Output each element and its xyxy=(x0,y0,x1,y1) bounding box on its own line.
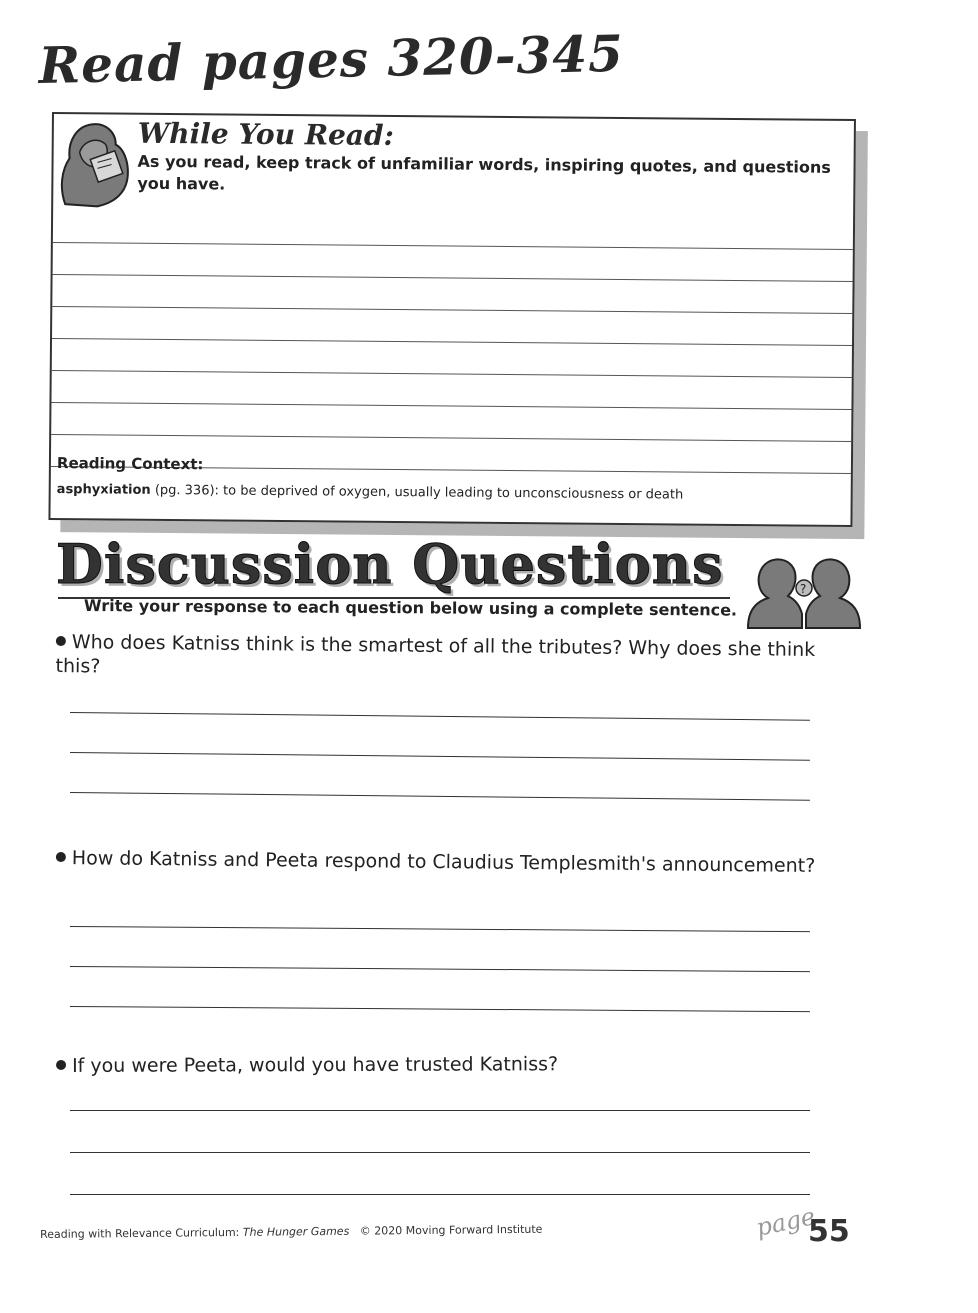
footer-credit xyxy=(40,1223,542,1241)
bullet-icon xyxy=(56,1059,66,1069)
question-2 xyxy=(56,846,846,878)
discussion-subtitle: Write your response to each question below using a complete sentence. xyxy=(83,596,738,620)
question-3-text: If you were Peeta, would you have trusted Katniss? xyxy=(72,1053,559,1077)
while-you-read-instructions: As you read, keep track of unfamiliar words, inspiring quotes, and questions you have. xyxy=(137,151,831,194)
page-word: page xyxy=(753,1202,818,1242)
notes-line[interactable] xyxy=(51,434,851,442)
answer-line[interactable] xyxy=(70,1110,810,1111)
footer-curriculum: Reading with Relevance Curriculum: xyxy=(40,1225,240,1241)
bullet-icon xyxy=(56,635,66,645)
answer-line[interactable] xyxy=(70,1152,810,1153)
page-title: Read pages 320-345 xyxy=(38,23,625,95)
notes-line[interactable] xyxy=(52,338,852,346)
question-1-text: Who does Katniss think is the smartest of all the tributes? Why does she think this? xyxy=(55,631,816,678)
footer-copyright: © 2020 Moving Forward Institute xyxy=(359,1222,543,1238)
answer-line[interactable] xyxy=(70,966,810,972)
question-3 xyxy=(56,1051,846,1078)
answer-line[interactable] xyxy=(70,752,810,761)
vocab-definition: (pg. 336): to be deprived of oxygen, usually leading to unconsciousness or death xyxy=(150,482,684,503)
answer-line[interactable] xyxy=(70,1194,810,1195)
svg-text:?: ? xyxy=(800,582,807,596)
discussion-title: Discussion Questions xyxy=(56,532,724,596)
vocab-term: asphyxiation xyxy=(56,482,151,498)
notes-line[interactable] xyxy=(53,242,853,250)
reading-context-definition xyxy=(57,482,684,502)
question-1 xyxy=(55,630,845,686)
question-2-text: How do Katniss and Peeta respond to Claudius Templesmith's announcement? xyxy=(71,847,816,877)
answer-line[interactable] xyxy=(70,926,810,932)
page-number: 55 xyxy=(808,1214,850,1249)
notes-line[interactable] xyxy=(53,274,853,282)
notes-line[interactable] xyxy=(51,402,851,410)
discussion-heads-icon xyxy=(744,548,864,630)
while-you-read-title: While You Read: xyxy=(137,116,395,152)
notes-line[interactable] xyxy=(52,306,852,314)
reader-icon xyxy=(57,118,132,209)
footer-book: The Hunger Games xyxy=(242,1224,350,1239)
answer-line[interactable] xyxy=(70,792,810,801)
bullet-icon xyxy=(56,851,66,861)
answer-line[interactable] xyxy=(70,1006,810,1012)
while-you-read-box xyxy=(48,112,856,527)
reading-context-label: Reading Context: xyxy=(56,454,204,474)
answer-line[interactable] xyxy=(70,712,810,721)
notes-line[interactable] xyxy=(52,370,852,378)
